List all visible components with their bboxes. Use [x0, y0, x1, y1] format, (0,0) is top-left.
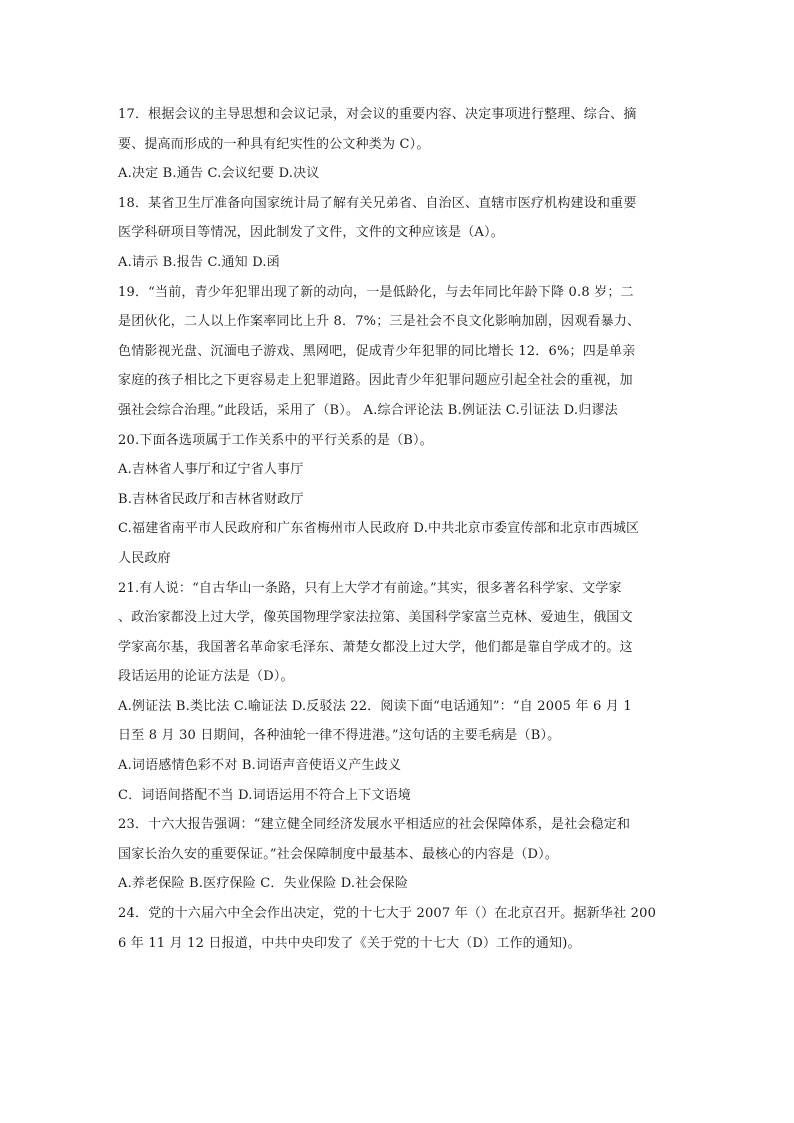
text-line: C．词语间搭配不当 D.词语运用不符合上下文语境: [118, 787, 411, 803]
text-line: A.养老保险 B.医疗保险 C．失业保险 D.社会保险: [118, 876, 409, 892]
text-line: 国家长治久安的重要保证。”社会保障制度中最基本、最核心的内容是（D）。: [118, 846, 559, 862]
text-line: 17．根据会议的主导思想和会议记录，对会议的重要内容、决定事项进行整理、综合、摘: [118, 107, 637, 122]
text-line: 人民政府: [118, 550, 171, 566]
text-line: 24．党的十六届六中全会作出决定，党的十七大于 2007 年（）在北京召开。据新华社 200: [118, 906, 657, 922]
text-line: 段话运用的论证方法是（D）。: [118, 669, 294, 685]
text-line: A.吉林省人事厅和辽宁省人事厅: [118, 462, 304, 478]
text-line: C.福建省南平市人民政府和广东省梅州市人民政府 D.中共北京市委宣传部和北京市西城区: [118, 521, 640, 537]
text-line: 日至 8 月 30 日期间，各种油轮一律不得进港。”这句话的主要毛病是（B）。: [118, 728, 561, 744]
text-line: 色情影视光盘、沉湎电子游戏、黑网吧，促成青少年犯罪的同比增长 12．6%；四是单亲: [118, 343, 636, 359]
text-line: 是团伙化，二人以上作案率同比上升 8．7%；三是社会不良文化影响加剧，因观看暴力、: [118, 314, 641, 330]
text-line: 20.下面各选项属于工作关系中的平行关系的是（B）。: [118, 432, 433, 448]
text-line: 要、提高而形成的一种具有纪实性的公文种类为 C）。: [118, 136, 430, 152]
text-line: A.例证法 B.类比法 C.喻证法 D.反驳法 22．阅读下面“电话通知”：“自 2005 年 6 月 1: [118, 698, 632, 714]
text-line: 21.有人说：“自古华山一条路，只有上大学才有前途。”其实，很多著名科学家、文学家: [118, 580, 622, 596]
document-body: [118, 100, 678, 958]
text-line: 学家高尔基，我国著名革命家毛泽东、萧楚女都没上过大学，他们都是靠自学成才的。这: [118, 639, 633, 655]
text-line: 18．某省卫生厅准备向国家统计局了解有关兄弟省、自治区、直辖市医疗机构建设和重要: [118, 195, 637, 211]
text-line: 、政治家都没上过大学，像英国物理学家法拉第、美国科学家富兰克林、爱迪生，俄国文: [118, 610, 633, 626]
text-line: A.请示 B.报告 C.通知 D.函: [118, 254, 280, 270]
text-line: B.吉林省民政厅和吉林省财政厅: [118, 491, 304, 507]
text-line: A.词语感情色彩不对 B.词语声音使语义产生歧义: [118, 758, 402, 774]
text-line: 医学科研项目等情况，因此制发了文件，文件的文种应该是（A）。: [118, 225, 504, 241]
text-line: 强社会综合治理。”此段话，采用了（B）。 A.综合评论法 B.例证法 C.引证法 D.归谬法: [118, 402, 618, 418]
text-line: 家庭的孩子相比之下更容易走上犯罪道路。因此青少年犯罪问题应引起全社会的重视，加: [118, 373, 633, 389]
text-line: A.决定 B.通告 C.会议纪要 D.决议: [118, 166, 320, 182]
text-line: 23．十六大报告强调：“建立健全同经济发展水平相适应的社会保障体系，是社会稳定和: [118, 817, 631, 833]
text-line: 6 年 11 月 12 日报道，中共中央印发了《关于党的十七大（D）工作的通知)。: [118, 935, 581, 951]
text-line: 19．“当前，青少年犯罪出现了新的动向，一是低龄化，与去年同比年龄下降 0.8 岁；二: [118, 284, 634, 300]
